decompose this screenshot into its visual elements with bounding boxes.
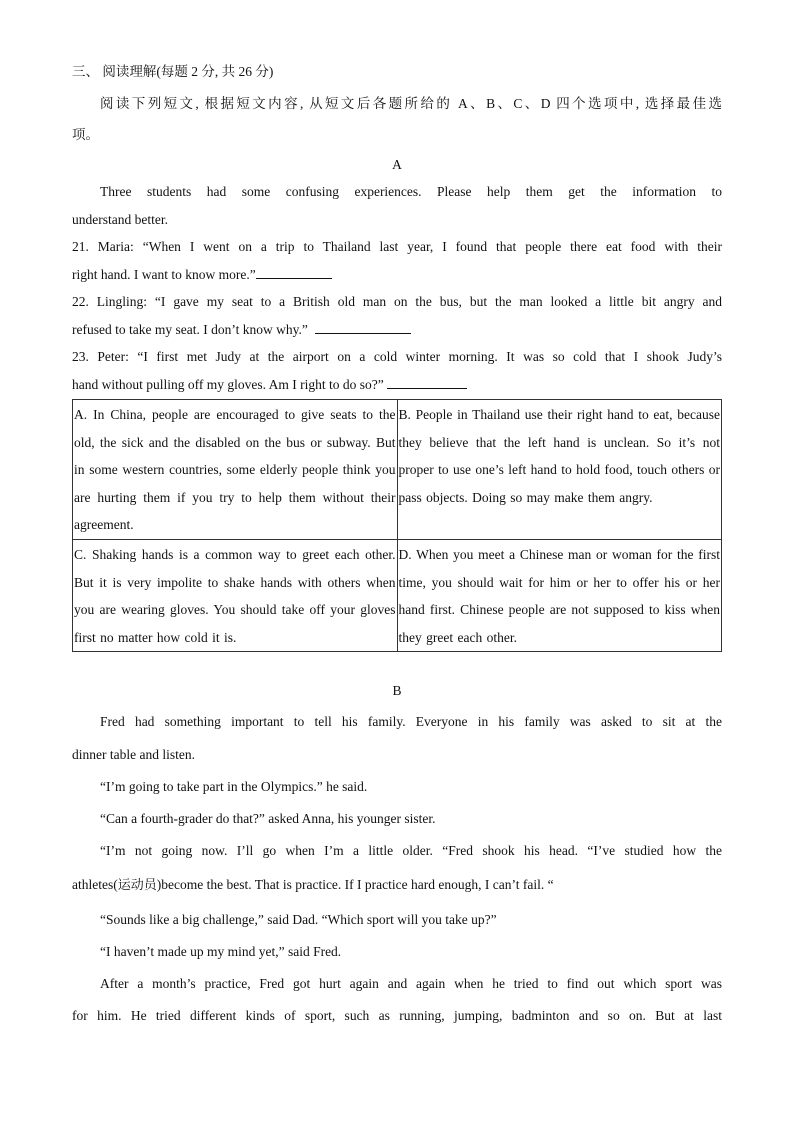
answer-blank-21[interactable]	[256, 266, 332, 279]
passage-b-p4-line-1: “I’m not going now. I’ll go when I’m a little older. “Fred shook his head. “I’ve studied how the	[100, 843, 722, 858]
passage-b-p1-line-2: dinner table and listen.	[72, 747, 195, 762]
option-c: C. Shaking hands is a common way to greet each other. But it is very impolite to shake hands with others when you are wearing gloves. You should take off your gloves first no matter how cold it is.	[73, 539, 398, 651]
passage-a-intro-1: Three students had some confusing experiences. Please help them get the information to	[100, 184, 722, 199]
p4-text-pre: athletes(	[72, 877, 118, 892]
passage-b-p6: “I haven’t made up my mind yet,” said Fred.	[100, 944, 342, 959]
passage-a-label: A	[392, 157, 402, 172]
p4-text-post: )become the best. That is practice. If I practice hard enough, I can’t fail. “	[156, 877, 554, 892]
question-22-line-1: 22. Lingling: “I gave my seat to a British old man on the bus, but the man looked a little bit angry and	[72, 294, 722, 309]
passage-b-p7-line-2: for him. He tried different kinds of sport, such as running, jumping, badminton and so on. But at last	[72, 1008, 722, 1023]
question-23-line-2	[72, 376, 722, 394]
passage-a-intro-2: understand better.	[72, 212, 168, 227]
p4-text-cjk: 运动员	[117, 878, 157, 893]
option-a: A. In China, people are encouraged to give seats to the old, the sick and the disabled on the bus or subway. But in some western countries, some elderly people think you are hurting them if you try to help them without their agreement.	[73, 400, 398, 540]
answer-blank-22[interactable]	[315, 321, 411, 334]
passage-b-p5: “Sounds like a big challenge,” said Dad. “Which sport will you take up?”	[100, 912, 497, 927]
passage-b-p1-line-1: Fred had something important to tell his family. Everyone in his family was asked to sit at the	[100, 714, 722, 729]
passage-b-label: B	[392, 683, 402, 698]
options-table	[72, 399, 722, 652]
question-21-text: right hand. I want to know more.”	[72, 267, 256, 282]
question-21-line-2	[72, 266, 722, 284]
question-23-line-1: 23. Peter: “I first met Judy at the airport on a cold winter morning. It was so cold that I shook Judy’s	[72, 349, 722, 364]
question-23-text: hand without pulling off my gloves. Am I right to do so?”	[72, 377, 384, 392]
question-22-text: refused to take my seat. I don’t know why.”	[72, 322, 308, 337]
section-heading: 三、 阅读理解(每题 2 分, 共 26 分)	[72, 64, 274, 79]
option-d: D. When you meet a Chinese man or woman for the first time, you should wait for him or her to offer his or her hand first. Chinese people are not supposed to kiss when they greet each other.	[397, 539, 722, 651]
question-22-line-2	[72, 321, 722, 339]
question-21-line-1: 21. Maria: “When I went on a trip to Thailand last year, I found that people there eat food with their	[72, 239, 722, 254]
answer-blank-23[interactable]	[387, 376, 467, 389]
option-b: B. People in Thailand use their right hand to eat, because they believe that the left hand is unclean. So it’s not proper to use one’s left hand to hold food, touch others or pass objects. Doing so may make them angry.	[397, 400, 722, 540]
passage-b-p4-line-2	[72, 876, 722, 895]
passage-b-p7-line-1: After a month’s practice, Fred got hurt again and again when he tried to find out which sport was	[100, 976, 722, 991]
passage-b-p3: “Can a fourth-grader do that?” asked Anna, his younger sister.	[100, 811, 436, 826]
instruction-line-2: 项。	[72, 127, 99, 142]
instruction-line-1: 阅读下列短文, 根据短文内容, 从短文后各题所给的 A、B、C、D 四个选项中, 选择最佳选	[100, 96, 722, 111]
passage-b-p2: “I’m going to take part in the Olympics.” he said.	[100, 779, 368, 794]
